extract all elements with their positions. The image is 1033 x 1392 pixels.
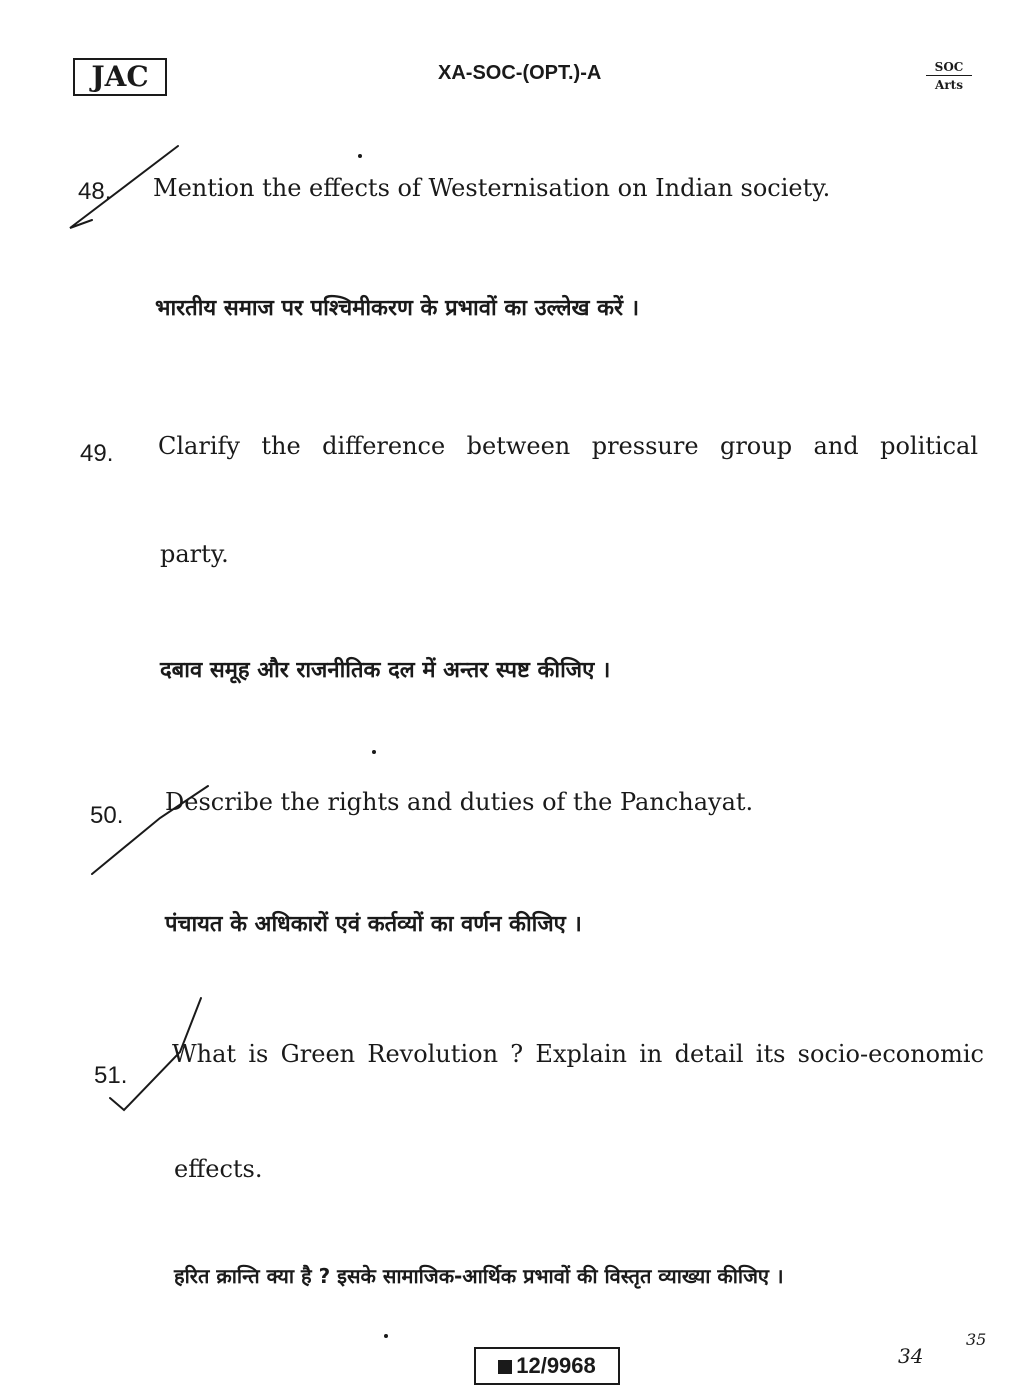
question-text-english: Mention the effects of Westernisation on Indian society. xyxy=(153,174,831,202)
question-text-hindi: हरित क्रान्ति क्या है ? इसके सामाजिक-आर्थिक प्रभावों की विस्तृत व्याख्या कीजिए । xyxy=(174,1264,784,1288)
tick-mark-q51 xyxy=(110,998,201,1110)
question-text-english: What is Green Revolution ? Explain in detail its socio-economic xyxy=(172,1040,984,1068)
question-text-english-continued: party. xyxy=(160,540,229,568)
question-number: 48. xyxy=(78,178,112,205)
question-text-english: Clarify the difference between pressure group and political xyxy=(158,432,978,460)
paper-code: XA-SOC-(OPT.)-A xyxy=(438,62,602,84)
subject-stream: Arts xyxy=(935,78,963,92)
board-label: JAC xyxy=(73,58,167,96)
question-text-hindi: भारतीय समाज पर पश्चिमीकरण के प्रभावों का उल्लेख करें । xyxy=(155,296,640,321)
page-annotation: 35 xyxy=(966,1330,987,1349)
ink-dot xyxy=(384,1334,388,1338)
question-number: 50. xyxy=(90,802,124,829)
question-text-hindi: दबाव समूह और राजनीतिक दल में अन्तर स्पष्ट कीजिए । xyxy=(160,658,611,683)
tick-mark-q48 xyxy=(70,146,178,228)
question-text-hindi: पंचायत के अधिकारों एवं कर्तव्यों का वर्णन कीजिए । xyxy=(165,912,582,937)
question-number: 49. xyxy=(80,440,114,467)
tick-mark-q50 xyxy=(92,786,208,874)
page-number: 34 xyxy=(898,1344,924,1368)
question-text-english-continued: effects. xyxy=(174,1155,263,1183)
ink-dot xyxy=(358,154,362,158)
question-number: 51. xyxy=(94,1062,128,1089)
booklet-code: 12/9968 xyxy=(516,1353,596,1378)
ink-dot xyxy=(372,750,376,754)
question-text-english: Describe the rights and duties of the Panchayat. xyxy=(165,788,754,816)
subject-code: SOC xyxy=(926,60,972,76)
